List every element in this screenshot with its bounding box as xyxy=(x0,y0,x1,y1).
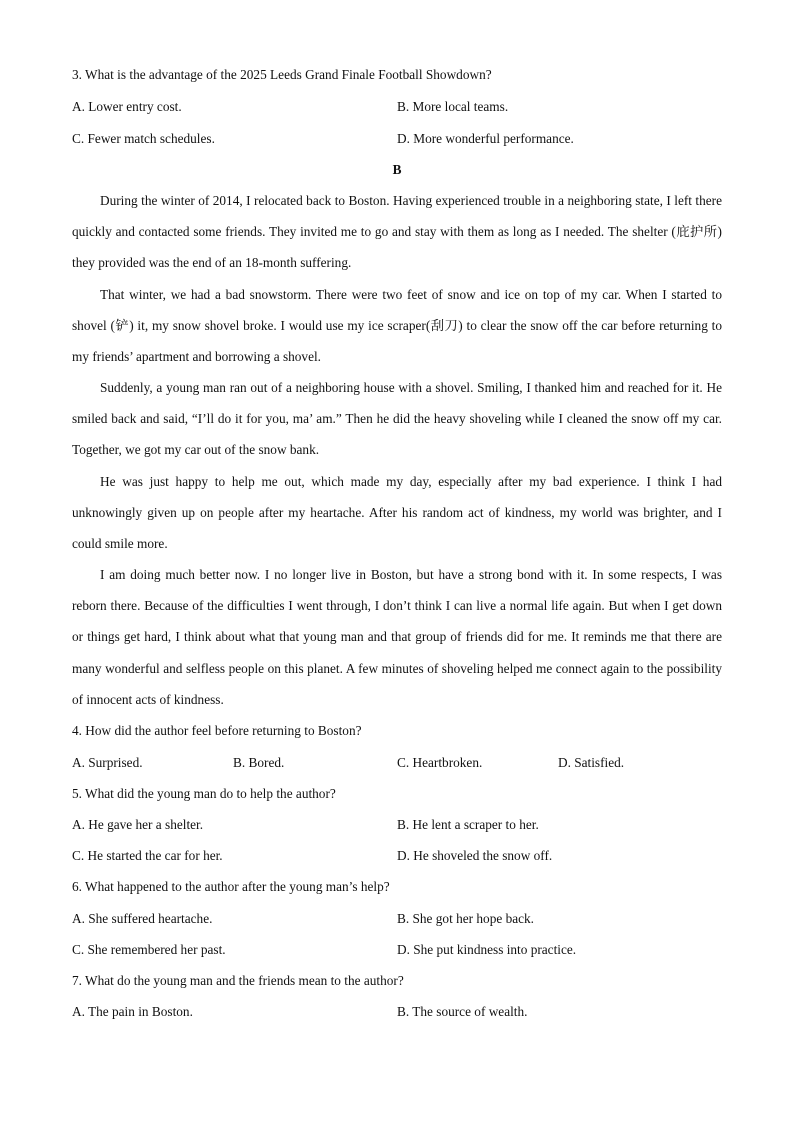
question-7-stem: 7. What do the young man and the friends mean to the author? xyxy=(72,973,404,988)
passage-paragraph-1: During the winter of 2014, I relocated back to Boston. Having experienced trouble in a neighboring state, I left there quickly and contacted some friends. They invited me to go and stay with them as long as I needed. The shelter (庇护所) they provided was the end of an 18-month suffering. xyxy=(72,193,722,271)
question-6-option-b: B. She got her hope back. xyxy=(397,911,535,926)
question-4-option-b: B. Bored. xyxy=(233,755,285,770)
passage-paragraph-4: He was just happy to help me out, which made my day, especially after my bad experience. I think I had unknowingly given up on people after my heartache. After his random act of kindness, my world was brighter, and I could smile more. xyxy=(72,474,722,552)
question-4-option-c: C. Heartbroken. xyxy=(397,755,483,770)
question-6-stem: 6. What happened to the author after the young man’s help? xyxy=(72,879,390,894)
question-5-option-b: B. He lent a scraper to her. xyxy=(397,817,539,832)
question-5-stem: 5. What did the young man do to help the author? xyxy=(72,786,336,801)
question-5-option-a: A. He gave her a shelter. xyxy=(72,817,204,832)
question-7-option-b: B. The source of wealth. xyxy=(397,1004,528,1019)
question-3-option-d: D. More wonderful performance. xyxy=(397,131,574,146)
passage-label: B xyxy=(392,162,402,177)
passage-paragraph-2: That winter, we had a bad snowstorm. There were two feet of snow and ice on top of my car. When I started to shovel (铲) it, my snow shovel broke. I would use my ice scraper(刮刀) to clear the snow off the car before returning to my friends’ apartment and borrowing a shovel. xyxy=(72,287,722,365)
question-5-option-c: C. He started the car for her. xyxy=(72,848,223,863)
question-6-option-d: D. She put kindness into practice. xyxy=(397,942,577,957)
passage-paragraph-3: Suddenly, a young man ran out of a neighboring house with a shovel. Smiling, I thanked him and reached for it. He smiled back and said, “I’ll do it for you, ma’ am.” Then he did the heavy shoveling while I cleaned the snow off my car. Together, we got my car out of the snow bank. xyxy=(72,380,722,458)
question-3-option-b: B. More local teams. xyxy=(397,99,509,114)
passage-paragraph-5: I am doing much better now. I no longer live in Boston, but have a strong bond with it. In some respects, I was reborn there. Because of the difficulties I went through, I don’t think I can live a normal life again. But when I get down or things get hard, I think about what that young man and that group of friends did for me. It reminds me that there are many wonderful and selfless people on this planet. A few minutes of shoveling helped me connect again to the possibility of innocent acts of kindness. xyxy=(72,567,722,707)
question-5-option-d: D. He shoveled the snow off. xyxy=(397,848,553,863)
question-3-stem: 3. What is the advantage of the 2025 Leeds Grand Finale Football Showdown? xyxy=(72,67,492,82)
question-4-option-d: D. Satisfied. xyxy=(558,755,625,770)
question-6-option-c: C. She remembered her past. xyxy=(72,942,226,957)
question-4-stem: 4. How did the author feel before returning to Boston? xyxy=(72,723,362,738)
question-4-option-a: A. Surprised. xyxy=(72,755,143,770)
question-3-option-a: A. Lower entry cost. xyxy=(72,99,182,114)
question-3-option-c: C. Fewer match schedules. xyxy=(72,131,215,146)
question-7-option-a: A. The pain in Boston. xyxy=(72,1004,193,1019)
question-6-option-a: A. She suffered heartache. xyxy=(72,911,213,926)
